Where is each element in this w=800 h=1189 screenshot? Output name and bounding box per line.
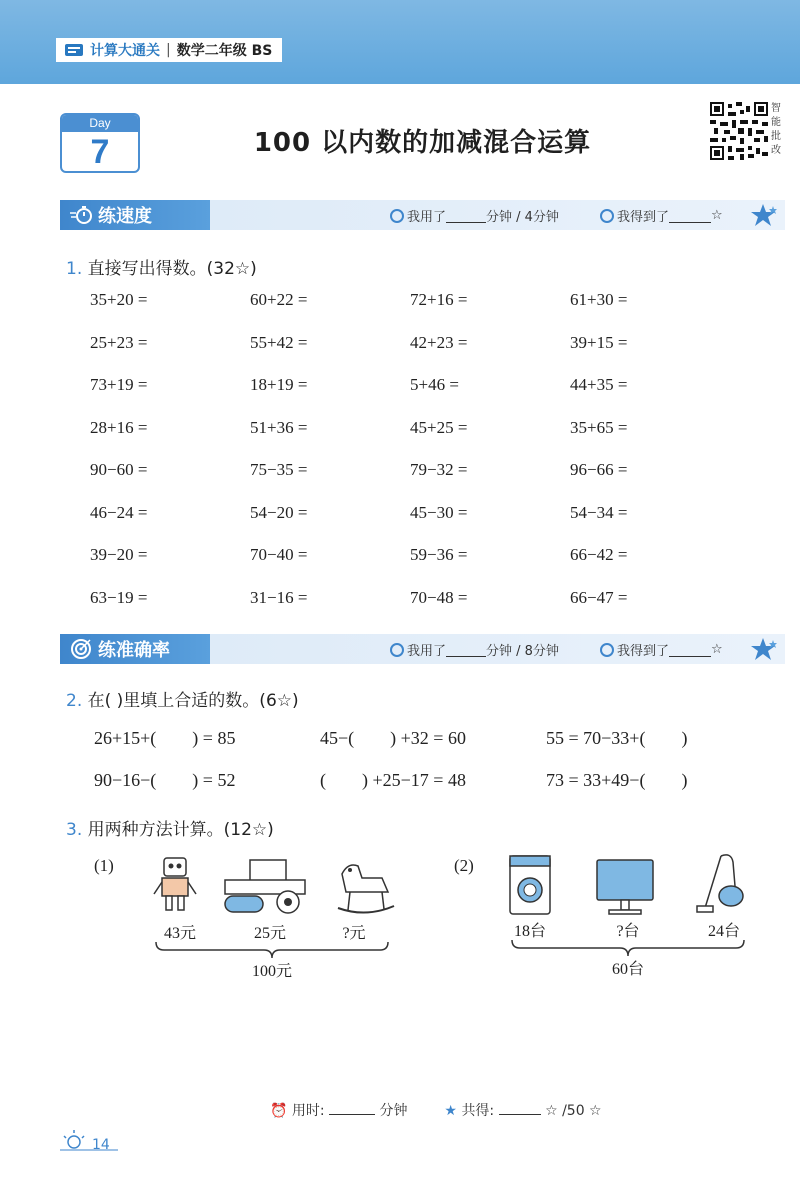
calc-row (90, 588, 730, 631)
calc-item[interactable]: 5+46 = (410, 375, 459, 394)
section-accuracy-tab (60, 634, 210, 664)
target-icon (70, 638, 92, 660)
score-blank[interactable] (669, 643, 711, 657)
calc-item[interactable]: 44+35 = (570, 375, 628, 394)
calc-item[interactable]: 66−42 = (570, 545, 628, 564)
calc-item[interactable]: 75−35 = (250, 460, 308, 479)
question-2-number: 2. (66, 691, 83, 711)
calc-item[interactable]: 90−60 = (90, 460, 148, 479)
price-horse: ?元 (342, 925, 366, 942)
check-circle-icon (600, 643, 614, 657)
brace-2 (508, 938, 748, 958)
check-circle-icon (600, 209, 614, 223)
calc-item[interactable]: 39+15 = (570, 332, 628, 352)
problem-1-label: (1) (94, 856, 114, 875)
question-1-text: 直接写出得数。(32☆) (87, 259, 257, 279)
stopwatch-icon (70, 205, 92, 225)
section-speed-bar (60, 200, 785, 230)
time-used-blank[interactable] (446, 209, 486, 223)
score-info: 我得到了 ☆ (600, 640, 723, 659)
calc-item[interactable]: 60+22 = (250, 290, 308, 309)
count-vacuum: 24台 (707, 923, 740, 940)
calc-item[interactable]: 45+25 = (410, 417, 468, 437)
calc-item[interactable]: 55+42 = (250, 332, 308, 352)
calc-item[interactable]: 31−16 = (250, 587, 308, 607)
time-used-info: 我用了 分钟 / 8分钟 (390, 640, 559, 659)
road-roller-icon (225, 860, 305, 913)
calc-row (90, 290, 730, 333)
calc-item[interactable]: 66−47 = (570, 587, 628, 607)
calc-item[interactable]: 51+36 = (250, 417, 308, 437)
calc-item[interactable]: 63−19 = (90, 587, 148, 607)
stars-decoration-icon (749, 637, 779, 661)
calc-item[interactable]: 70−40 = (250, 545, 308, 564)
fill-item[interactable]: 90−16−( ) = 52 (94, 770, 236, 790)
page-number: 14 (92, 1137, 110, 1153)
calc-row (90, 333, 730, 376)
fill-item[interactable]: 55 = 70−33+( ) (546, 728, 688, 748)
question-2 (66, 686, 299, 711)
washing-machine-icon (510, 856, 550, 914)
section-accuracy-title: 练准确率 (98, 640, 170, 661)
problem-2-label: (2) (454, 856, 474, 875)
toy-illustrations (150, 852, 400, 922)
footer-time-blank[interactable] (329, 1101, 375, 1115)
calc-item[interactable]: 54−34 = (570, 502, 628, 522)
calc-item[interactable]: 96−66 = (570, 460, 628, 479)
star-icon: ★ (444, 1103, 457, 1119)
day-card (60, 113, 140, 173)
fill-item[interactable]: ( ) +25−17 = 48 (320, 770, 466, 790)
book-icon (64, 43, 84, 57)
count-washer: 18台 (513, 923, 546, 940)
day-number: 7 (90, 133, 110, 171)
section-speed-tab (60, 200, 210, 230)
timer-drop-icon (390, 209, 404, 223)
calc-item[interactable]: 54−20 = (250, 502, 308, 522)
section-speed-title: 练速度 (98, 206, 152, 227)
calc-item[interactable]: 42+23 = (410, 332, 468, 352)
calc-item[interactable]: 46−24 = (90, 502, 148, 522)
calc-item[interactable]: 39−20 = (90, 545, 148, 564)
calc-grid (90, 290, 730, 630)
calc-item[interactable]: 70−48 = (410, 587, 468, 607)
calc-row (90, 545, 730, 588)
question-3-text: 用两种方法计算。(12☆) (87, 820, 274, 840)
series-separator: | (166, 42, 171, 58)
count-monitor: ?台 (616, 923, 640, 940)
qr-code-icon[interactable] (710, 102, 768, 160)
alarm-clock-icon: ⏰ (270, 1103, 288, 1119)
sun-decoration-icon (60, 1128, 120, 1154)
section-accuracy-bar (60, 634, 785, 664)
calc-item[interactable]: 25+23 = (90, 332, 148, 352)
calc-item[interactable]: 35+65 = (570, 417, 628, 437)
calc-item[interactable]: 73+19 = (90, 375, 148, 394)
score-info: 我得到了 ☆ (600, 206, 723, 225)
question-2-text: 在( )里填上合适的数。(6☆) (87, 691, 299, 711)
calc-item[interactable]: 72+16 = (410, 290, 468, 309)
calc-item[interactable]: 35+20 = (90, 290, 148, 309)
calc-item[interactable]: 59−36 = (410, 545, 468, 564)
fill-item[interactable]: 45−( ) +32 = 60 (320, 728, 466, 748)
question-3 (66, 815, 274, 840)
calc-row (90, 503, 730, 546)
footer-score-blank[interactable] (499, 1101, 541, 1115)
qr-caption: 智 能 批 改 (771, 103, 781, 156)
stars-decoration-icon (749, 203, 779, 227)
vacuum-cleaner-icon (697, 855, 743, 912)
series-label (56, 38, 282, 62)
calc-row (90, 460, 730, 503)
time-used-info: 我用了 分钟 / 4分钟 (390, 206, 559, 225)
calc-item[interactable]: 45−30 = (410, 502, 468, 522)
question-1 (66, 254, 257, 279)
question-1-number: 1. (66, 259, 83, 279)
price-robot: 43元 (163, 925, 196, 942)
calc-row (90, 375, 730, 418)
page-title: 100 以内数的加减混合运算 (253, 128, 592, 158)
question-3-number: 3. (66, 820, 83, 840)
calc-item[interactable]: 28+16 = (90, 417, 148, 437)
calc-item[interactable]: 18+19 = (250, 375, 308, 394)
series-grade: 数学二年级 BS (176, 43, 273, 59)
header-bar (0, 0, 800, 84)
appliance-illustrations (505, 850, 750, 920)
calc-item[interactable]: 79−32 = (410, 460, 468, 479)
brace-1 (152, 940, 392, 960)
series-name: 计算大通关 (90, 43, 160, 59)
rocking-horse-icon (338, 865, 394, 913)
score-blank[interactable] (669, 209, 711, 223)
fill-item[interactable]: 73 = 33+49−( ) (546, 770, 688, 790)
price-roller: 25元 (253, 925, 286, 942)
robot-icon (154, 858, 196, 910)
fill-item[interactable]: 26+15+( ) = 85 (94, 728, 236, 748)
time-used-blank[interactable] (446, 643, 486, 657)
footer-summary: ⏰ 用时: 分钟 ★ 共得: ☆ /50 ☆ (270, 1103, 602, 1119)
timer-drop-icon (390, 643, 404, 657)
calc-row (90, 418, 730, 461)
monitor-icon (597, 860, 653, 914)
total-1: 100元 (251, 963, 292, 980)
calc-item[interactable]: 61+30 = (570, 290, 628, 309)
total-2: 60台 (611, 961, 644, 978)
day-label: Day (62, 115, 138, 132)
